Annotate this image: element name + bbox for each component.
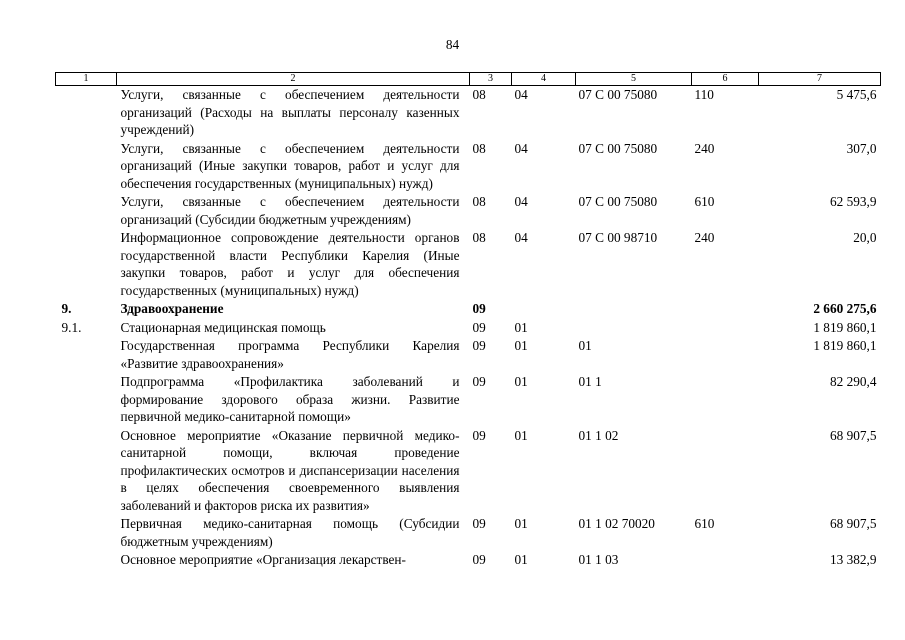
target-article-code: 01 <box>578 338 592 353</box>
budget-table-body <box>56 86 881 570</box>
subsection-code: 04 <box>514 230 528 245</box>
row-name: Основное мероприятие «Оказание первичной медико-санитарной помощи, включая проведение профилактических осмотров и диспансеризации населения в целях обеспечения своевременного выявления заболеваний и факторов риска их развития» <box>120 427 460 513</box>
column-header: 2 <box>117 73 470 86</box>
row-number <box>56 140 117 194</box>
budget-table <box>55 72 881 570</box>
row-number <box>56 551 117 570</box>
row-name: Подпрограмма «Профилактика заболеваний и формирование здорового образа жизни. Развитие первичной медико-санитарной помощи» <box>120 374 460 424</box>
table-row <box>56 86 881 140</box>
amount: 68 907,5 <box>829 427 877 443</box>
amount: 82 290,4 <box>829 374 877 389</box>
subsection-code: 01 <box>514 319 528 335</box>
table-row <box>56 229 881 300</box>
row-name: Государственная программа Республики Карелия «Развитие здравоохранения» <box>120 338 460 371</box>
row-number <box>56 193 117 229</box>
target-article-code: 01 1 <box>578 374 602 389</box>
section-code: 09 <box>472 338 486 353</box>
table-row <box>56 300 881 319</box>
expense-type-code: 240 <box>694 230 715 245</box>
row-name: Основное мероприятие «Организация лекарствен- <box>120 552 406 567</box>
subsection-code: 04 <box>514 87 528 102</box>
amount: 1 819 860,1 <box>813 338 877 353</box>
table-row <box>56 427 881 516</box>
expense-type-code <box>692 427 759 516</box>
amount: 1 819 860,1 <box>813 319 877 335</box>
amount: 13 382,9 <box>829 552 877 567</box>
section-code: 09 <box>472 301 486 316</box>
target-article-code: 07 С 00 75080 <box>578 140 658 156</box>
subsection-code <box>512 300 576 319</box>
section-code: 09 <box>472 516 486 531</box>
row-number <box>56 337 117 373</box>
table-row <box>56 373 881 427</box>
target-article-code: 07 С 00 75080 <box>578 87 658 102</box>
row-number <box>56 229 117 300</box>
row-name: Первичная медико-санитарная помощь (Субсидии бюджетным учреждениям) <box>120 516 460 549</box>
row-number: 9.1. <box>61 319 82 335</box>
subsection-code: 04 <box>514 140 528 156</box>
table-row <box>56 515 881 551</box>
table-row <box>56 319 881 338</box>
page-number: 84 <box>445 37 460 52</box>
row-name: Услуги, связанные с обеспечением деятельности организаций (Иные закупки товаров, работ и услуг для обеспечения государственных (муниципальных) нужд) <box>120 140 460 191</box>
expense-type-code: 610 <box>694 516 715 531</box>
table-row <box>56 337 881 373</box>
row-number <box>56 427 117 516</box>
row-name: Здравоохранение <box>120 301 224 316</box>
target-article-code <box>576 300 692 319</box>
row-name: Стационарная медицинская помощь <box>120 319 326 335</box>
column-header: 7 <box>759 73 881 86</box>
row-number <box>56 515 117 551</box>
amount: 2 660 275,6 <box>813 301 877 316</box>
expense-type-code: 110 <box>694 87 714 102</box>
row-name: Услуги, связанные с обеспечением деятельности организаций (Расходы на выплаты персоналу казенных учреждений) <box>120 87 460 137</box>
target-article-code: 01 1 02 70020 <box>578 516 655 531</box>
expense-type-code: 610 <box>694 194 715 209</box>
target-article-code: 01 1 02 <box>578 427 619 443</box>
subsection-code: 01 <box>514 516 528 531</box>
row-name: Услуги, связанные с обеспечением деятельности организаций (Субсидии бюджетным учреждениям) <box>120 194 460 227</box>
expense-type-code <box>692 319 759 338</box>
row-name: Информационное сопровождение деятельности органов государственной власти Республики Карелия (Иные закупки товаров, работ и услуг для обеспечения государственных (муниципальных) нужд) <box>120 230 460 298</box>
amount: 68 907,5 <box>829 516 877 531</box>
section-code: 08 <box>472 140 486 156</box>
subsection-code: 01 <box>514 338 528 353</box>
section-code: 09 <box>472 374 486 389</box>
expense-type-code <box>692 337 759 373</box>
subsection-code: 01 <box>514 374 528 389</box>
amount: 20,0 <box>853 230 877 245</box>
expense-type-code <box>692 551 759 570</box>
row-number: 9. <box>61 301 72 316</box>
section-code: 09 <box>472 319 486 335</box>
amount: 62 593,9 <box>829 194 877 209</box>
amount: 307,0 <box>846 140 877 156</box>
subsection-code: 01 <box>514 552 528 567</box>
column-number-header-row <box>56 73 881 86</box>
table-row <box>56 193 881 229</box>
target-article-code: 07 С 00 75080 <box>578 194 658 209</box>
section-code: 09 <box>472 552 486 567</box>
target-article-code: 07 С 00 98710 <box>578 230 658 245</box>
column-header: 6 <box>692 73 759 86</box>
column-header: 3 <box>470 73 512 86</box>
expense-type-code <box>692 300 759 319</box>
column-header: 1 <box>56 73 117 86</box>
section-code: 08 <box>472 194 486 209</box>
table-row <box>56 140 881 194</box>
expense-type-code <box>692 373 759 427</box>
section-code: 08 <box>472 230 486 245</box>
column-header: 4 <box>512 73 576 86</box>
row-number <box>56 86 117 140</box>
subsection-code: 04 <box>514 194 528 209</box>
column-header: 5 <box>576 73 692 86</box>
expense-type-code: 240 <box>694 140 715 156</box>
amount: 5 475,6 <box>836 87 877 102</box>
row-number <box>56 373 117 427</box>
subsection-code: 01 <box>514 427 528 443</box>
target-article-code <box>576 319 692 338</box>
target-article-code: 01 1 03 <box>578 552 619 567</box>
table-row <box>56 551 881 570</box>
section-code: 09 <box>472 427 486 443</box>
section-code: 08 <box>472 87 486 102</box>
